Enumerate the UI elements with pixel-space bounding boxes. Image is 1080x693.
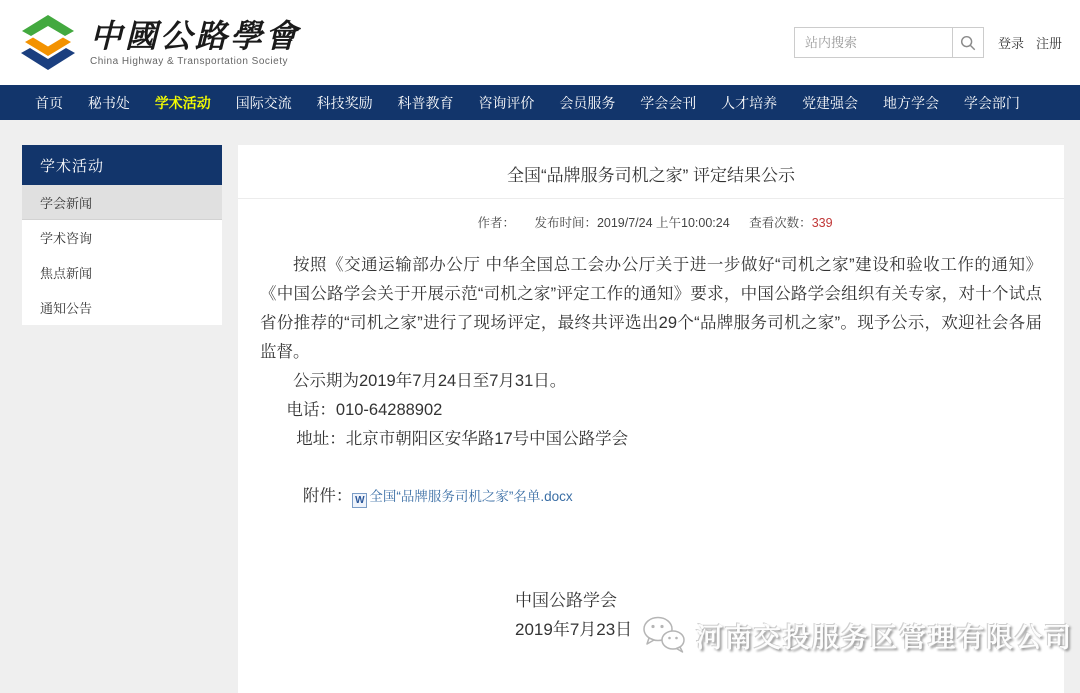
article-meta — [260, 213, 1042, 231]
site-logo[interactable] — [16, 13, 300, 73]
attachment-label: 附件： — [302, 487, 353, 505]
article-body — [260, 251, 1042, 454]
signature-org: 中国公路学会 — [515, 591, 617, 610]
logo-subtitle: China Highway & Transportation Society — [90, 55, 288, 67]
sidebar-item-focus-news[interactable]: 焦点新闻 — [22, 255, 222, 290]
article-paragraph: 按照《交通运输部办公厅 中华全国总工会办公厅关于进一步做好“司机之家”建设和验收工作的通知》《中国公路学会关于开展示范“司机之家”评定工作的通知》要求，中国公路学会组织有关专家，对十个试点省份推荐的“司机之家”进行了现场评定，最终共评选出29个“品牌服务司机之家”。现予公示，欢迎社会各届监督。 — [260, 256, 1042, 361]
nav-item-party-building[interactable]: 党建强会 — [802, 94, 859, 111]
article-title: 全国“品牌服务司机之家” 评定结果公示 — [506, 166, 796, 185]
search-button[interactable] — [952, 27, 984, 58]
register-link[interactable]: 注册 — [1035, 36, 1062, 51]
publicity-period-line: 公示期为2019年7月24日至7月31日。 — [293, 372, 567, 390]
signature-date: 2019年7月23日 — [515, 620, 633, 639]
watermark-text: 河南交投服务区管理有限公司 — [696, 622, 1073, 653]
title-divider — [238, 198, 1064, 199]
meta-author: 作者： — [477, 216, 515, 230]
society-logo-icon — [16, 13, 80, 73]
sidebar — [22, 145, 222, 325]
nav-item-sci-tech-awards[interactable]: 科技奖励 — [316, 94, 373, 111]
nav-item-talent-training[interactable]: 人才培养 — [721, 94, 778, 111]
word-document-icon: W — [352, 493, 367, 508]
site-header — [0, 0, 1080, 85]
logo-title: 中國公路學會 — [90, 17, 301, 54]
nav-item-science-education[interactable]: 科普教育 — [397, 94, 454, 111]
nav-item-local-societies[interactable]: 地方学会 — [882, 94, 939, 111]
search-icon — [959, 34, 977, 52]
signature-block — [515, 586, 1042, 644]
nav-item-international-exchange[interactable]: 国际交流 — [235, 94, 292, 111]
sidebar-item-academic-consulting[interactable]: 学术咨询 — [22, 220, 222, 255]
sidebar-item-notices[interactable]: 通知公告 — [22, 290, 222, 325]
login-link[interactable]: 登录 — [997, 36, 1024, 51]
search-input[interactable] — [794, 27, 952, 58]
nav-item-secretariat[interactable]: 秘书处 — [87, 94, 130, 111]
nav-item-society-departments[interactable]: 学会部门 — [963, 94, 1020, 111]
sidebar-item-society-news[interactable]: 学会新闻 — [22, 185, 222, 220]
address-line: 地址：北京市朝阳区安华路17号中国公路学会 — [296, 430, 629, 448]
sidebar-title: 学术活动 — [22, 145, 222, 185]
nav-item-consulting-evaluation[interactable]: 咨询评价 — [478, 94, 535, 111]
phone-line: 电话：010-64288902 — [286, 401, 443, 419]
nav-item-academic-activities[interactable]: 学术活动 — [154, 94, 211, 111]
nav-item-society-journal[interactable]: 学会会刊 — [640, 94, 697, 111]
site-search — [794, 27, 984, 58]
nav-item-home[interactable]: 首页 — [35, 94, 63, 111]
nav-item-member-services[interactable]: 会员服务 — [559, 94, 616, 111]
meta-views-count: 339 — [811, 216, 833, 230]
meta-views-label: 查看次数： — [749, 216, 812, 230]
attachment-link[interactable]: 全国“品牌服务司机之家”名单.docx — [369, 489, 573, 504]
article-panel — [238, 145, 1073, 693]
main-nav — [0, 85, 1080, 120]
attachment-row — [260, 482, 1042, 508]
meta-publish-time: 发布时间：2019/7/24 上午10:00:24 — [534, 216, 730, 230]
